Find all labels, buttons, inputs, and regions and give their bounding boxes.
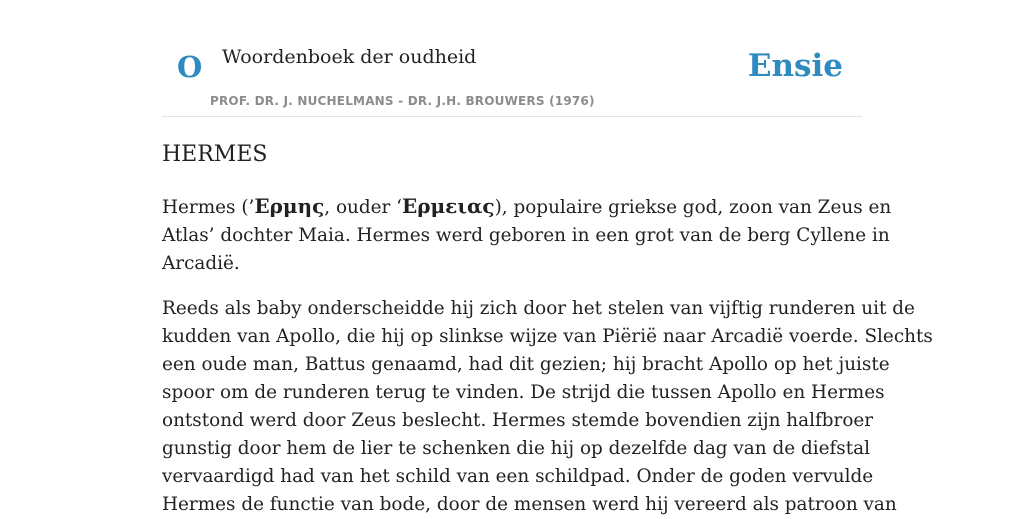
page <box>162 0 933 515</box>
text-segment: , ouder ‘ <box>324 197 402 218</box>
book-title-link[interactable]: Woordenboek der oudheid <box>222 46 477 68</box>
book-letter-icon: O <box>177 50 203 84</box>
paragraph-line: ontstond werd door Zeus beslecht. Hermes stemde bovendien zijn halfbroer <box>162 410 874 431</box>
paragraph-line: gunstig door hem de lier te schenken die hij op dezelfde dag van de diefstal <box>162 438 870 459</box>
paragraph-line: Atlas’ dochter Maia. Hermes werd geboren in een grot van de berg Cyllene in <box>162 225 890 246</box>
paragraph-line: een oude man, Battus genaamd, had dit gezien; hij bracht Apollo op het juiste <box>162 354 890 375</box>
greek-name: Ερμειας <box>402 194 495 218</box>
entry-paragraph-1 <box>162 192 892 278</box>
text-segment: Hermes (’ <box>162 197 255 218</box>
book-header <box>162 0 862 117</box>
greek-name: Ερμης <box>254 194 325 218</box>
paragraph-line <box>162 192 892 222</box>
paragraph-line: spoor om de runderen terug te vinden. De strijd die tussen Apollo en Hermes <box>162 382 885 403</box>
entry-title: HERMES <box>162 142 268 167</box>
paragraph-line: Arcadië. <box>162 253 240 274</box>
ensie-logo[interactable]: Ensie <box>747 48 843 84</box>
paragraph-line: Reeds als baby onderscheidde hij zich door het stelen van vijftig runderen uit de <box>162 298 915 319</box>
paragraph-line: kudden van Apollo, die hij op slinkse wijze van Piërië naar Arcadië voerde. Slechts <box>162 326 933 347</box>
paragraph-line: vervaardigd had van het schild van een schildpad. Onder de goden vervulde <box>162 466 874 487</box>
paragraph-line: Hermes de functie van bode, door de mensen werd hij vereerd als patroon van <box>162 494 897 515</box>
book-authors: PROF. DR. J. NUCHELMANS - DR. J.H. BROUWERS (1976) <box>210 94 595 108</box>
entry-paragraph-2 <box>162 295 933 519</box>
text-segment: ), populaire griekse god, zoon van Zeus en <box>494 197 892 218</box>
